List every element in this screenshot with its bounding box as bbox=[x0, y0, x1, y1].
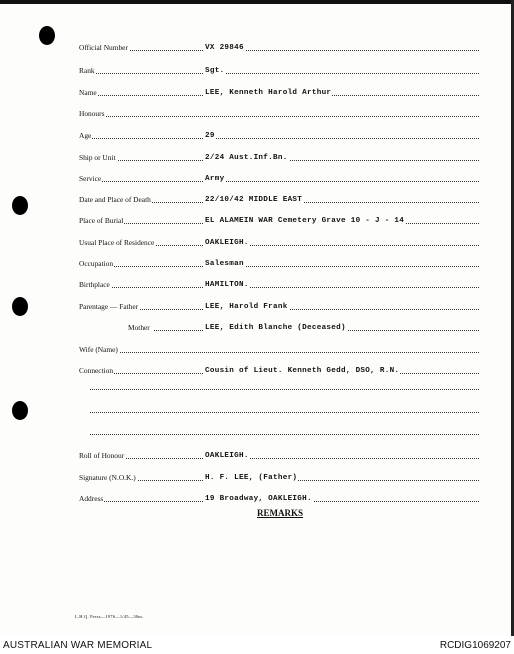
field-value: H. F. LEE, (Father) bbox=[205, 474, 298, 482]
field-label: Address bbox=[79, 494, 104, 503]
field-date-place-of-death bbox=[79, 192, 479, 206]
field-value: HAMILTON. bbox=[205, 281, 249, 289]
field-label: Age bbox=[79, 131, 92, 140]
field-ship-or-unit bbox=[79, 150, 479, 164]
field-value: VX 29846 bbox=[205, 44, 244, 52]
field-value: LEE, Kenneth Harold Arthur bbox=[205, 89, 332, 97]
punch-hole-icon bbox=[12, 196, 28, 215]
field-label: Mother bbox=[128, 323, 150, 332]
scan-top-edge bbox=[0, 0, 514, 4]
field-label: Occupation bbox=[79, 259, 114, 268]
field-label: Usual Place of Residence bbox=[79, 238, 155, 247]
field-name bbox=[79, 85, 479, 99]
field-parentage-mother bbox=[79, 320, 479, 334]
field-value: 19 Broadway, OAKLEIGH. bbox=[205, 495, 312, 503]
field-label: Date and Place of Death bbox=[79, 195, 151, 204]
connection-continuation-line bbox=[90, 434, 479, 435]
field-value: Army bbox=[205, 175, 225, 183]
archive-name: AUSTRALIAN WAR MEMORIAL bbox=[3, 640, 153, 651]
field-parentage-father bbox=[79, 299, 479, 313]
field-birthplace bbox=[79, 277, 479, 291]
field-connection bbox=[79, 363, 479, 377]
field-age bbox=[79, 128, 479, 142]
field-label: Birthplace bbox=[79, 280, 110, 289]
field-label: Rank bbox=[79, 66, 95, 75]
field-label: Service bbox=[79, 174, 102, 183]
field-value: Salesman bbox=[205, 260, 244, 268]
field-label: Roll of Honour bbox=[79, 451, 125, 460]
remarks-heading: REMARKS bbox=[257, 508, 304, 518]
field-rank bbox=[79, 63, 479, 77]
field-value: 29 bbox=[205, 132, 215, 140]
field-value: LEE, Harold Frank bbox=[205, 303, 288, 311]
field-value: Cousin of Lieut. Kenneth Gedd, DSO, R.N. bbox=[205, 367, 400, 375]
archive-footer bbox=[0, 636, 514, 654]
field-official-number bbox=[79, 40, 479, 54]
field-wife bbox=[79, 342, 479, 356]
punch-hole-icon bbox=[12, 401, 28, 420]
field-honours bbox=[79, 106, 479, 120]
field-occupation bbox=[79, 256, 479, 270]
field-value: Sgt. bbox=[205, 67, 225, 75]
field-address bbox=[79, 491, 479, 505]
connection-continuation-line bbox=[90, 412, 479, 413]
punch-hole-icon bbox=[12, 297, 28, 316]
field-usual-residence bbox=[79, 235, 479, 249]
field-service bbox=[79, 171, 479, 185]
field-label: Place of Burial bbox=[79, 216, 124, 225]
field-value: 22/10/42 MIDDLE EAST bbox=[205, 196, 303, 204]
field-place-of-burial bbox=[79, 213, 479, 227]
punch-hole-icon bbox=[39, 26, 55, 45]
field-label: Ship or Unit bbox=[79, 153, 116, 162]
printer-imprint: L.H.Q. Press—1976—1/45—30m. bbox=[75, 614, 144, 619]
field-signature-nok bbox=[79, 470, 479, 484]
field-value: LEE, Edith Blanche (Deceased) bbox=[205, 324, 346, 332]
record-id: RCDIG1069207 bbox=[439, 640, 511, 651]
field-label: Parentage — Father bbox=[79, 302, 139, 311]
field-value: EL ALAMEIN WAR Cemetery Grave 10 - J - 14 bbox=[205, 217, 405, 225]
field-label: Wife (Name) bbox=[79, 345, 118, 354]
field-label: Signature (N.O.K.) bbox=[79, 473, 136, 482]
field-label: Connection bbox=[79, 366, 114, 375]
field-roll-of-honour bbox=[79, 448, 479, 462]
field-value: OAKLEIGH. bbox=[205, 239, 249, 247]
field-value: 2/24 Aust.Inf.Bn. bbox=[205, 154, 288, 162]
field-label: Honours bbox=[79, 109, 105, 118]
field-label: Name bbox=[79, 88, 97, 97]
field-label: Official Number bbox=[79, 43, 128, 52]
connection-continuation-line bbox=[90, 389, 479, 390]
field-value: OAKLEIGH. bbox=[205, 452, 249, 460]
